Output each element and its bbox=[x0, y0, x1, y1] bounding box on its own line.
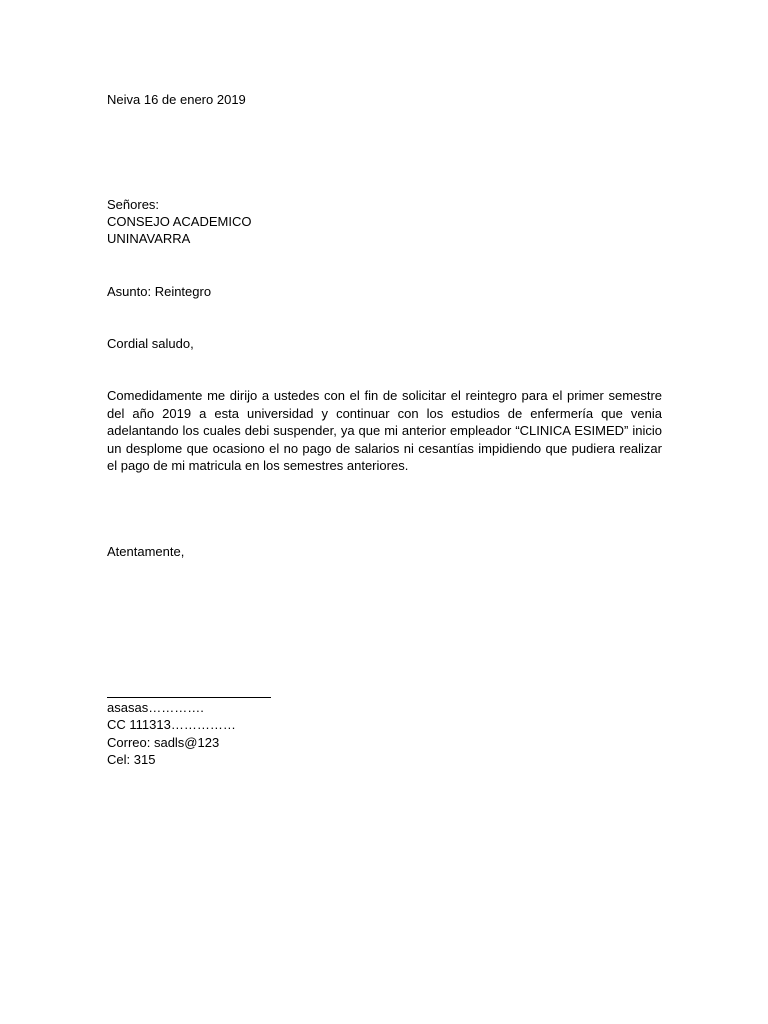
signature-phone: Cel: 315 bbox=[107, 752, 156, 767]
recipient-line2: UNINAVARRA bbox=[107, 231, 191, 246]
letter-date: Neiva 16 de enero 2019 bbox=[107, 92, 246, 107]
letter-subject: Asunto: Reintegro bbox=[107, 284, 212, 299]
letter-body: Comedidamente me dirijo a ustedes con el fin de solicitar el reintegro para el primer semestre del año 2019 a esta universidad y continuar con los estudios de enfermería que venia adelantando los cuales debi suspender, ya que mi anterior empleador “CLINICA ESIMED” inicio un desplome que ocasiono el no pago de salarios ni cesantías impidiendo que pudiera realizar el pago de mi matricula en los semestres anteriores. bbox=[107, 388, 662, 473]
signature-line bbox=[107, 697, 271, 698]
signature-email: Correo: sadls@123 bbox=[107, 735, 220, 750]
signature-name: asasas…………. bbox=[107, 700, 204, 715]
signature-id: CC 111313…………… bbox=[107, 717, 236, 732]
recipient-line1: CONSEJO ACADEMICO bbox=[107, 214, 252, 229]
letter-closing: Atentamente, bbox=[107, 544, 185, 559]
recipient-salutation: Señores: bbox=[107, 197, 160, 212]
letter-greeting: Cordial saludo, bbox=[107, 336, 194, 351]
